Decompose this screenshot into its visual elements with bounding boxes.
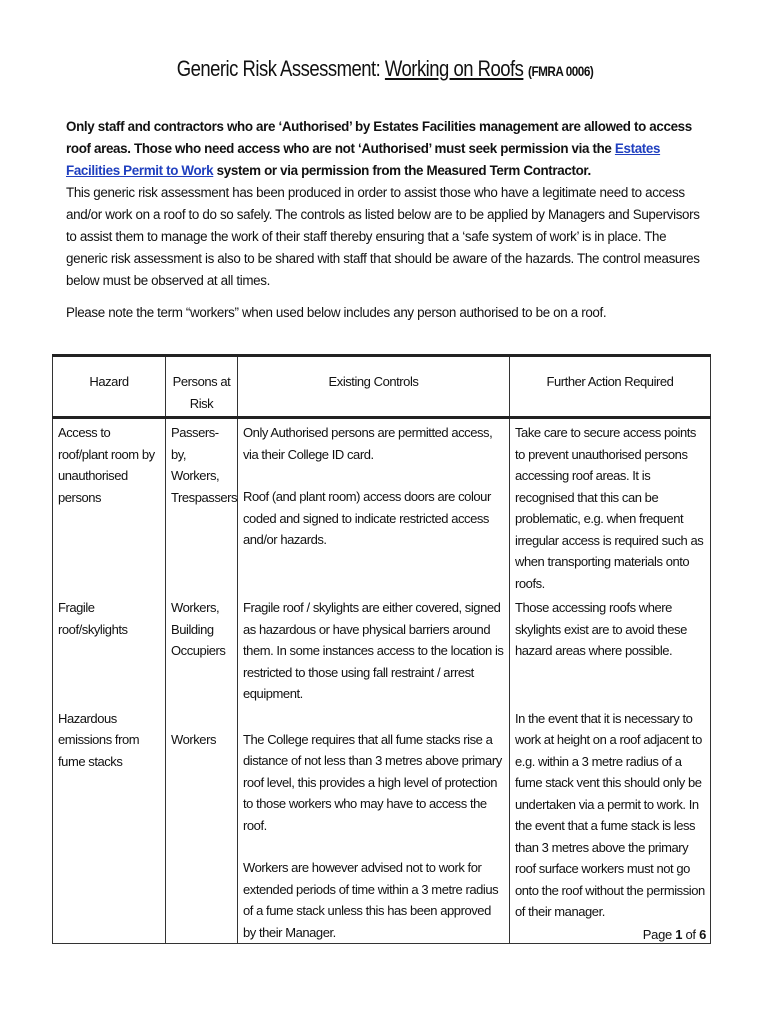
title-topic: Working on Roofs [384,56,524,81]
title-code: (FMRA 0006) [528,63,594,79]
authorisation-notice-text-2: system or via permission from the Measured Term Contractor. [213,163,591,178]
cell-further-action: Those accessing roofs where skylights exist are to avoid these hazard areas where possible. [510,594,711,705]
table-header-row [53,356,711,418]
intro-paragraph: This generic risk assessment has been produced in order to assist those who have a legitimate need to access and/or work on a roof to do so safely. The controls as listed below are to be applied by Managers and Supervisors to assist them to manage the work of their staff thereby ensuring that a ‘safe system of work’ is in place. The generic risk assessment is also to be shared with staff that should be aware of the hazards. The control measures below must be observed at all times. [66,185,700,288]
table-row [53,705,711,944]
cell-persons: Workers, Building Occupiers [166,594,238,705]
cell-further-action: Take care to secure access points to prevent unauthorised persons accessing roof areas. It is recognised that this can be problematic, e.g. when frequent irregular access is required such as when transporting materials onto roofs. [510,418,711,595]
cell-persons: Passers-by, Workers, Trespassers [166,418,238,595]
authorisation-notice-text-1: Only staff and contractors who are ‘Authorised’ by Estates Facilities management are allowed to access roof areas. Those who need access who are not ‘Authorised’ must seek permission via the [66,119,692,156]
cell-controls [238,705,510,944]
control-text: Workers are however advised not to work for extended periods of time within a 3 metre radius of a fume stack unless this has been approved by their Manager. [243,860,499,940]
risk-assessment-table [52,354,711,944]
control-text: Fragile roof / skylights are either covered, signed as hazardous or have physical barriers around them. In some instances access to the location is restricted to those using fall restraint / arrest equipment. [243,600,504,701]
control-text: Roof (and plant room) access doors are colour coded and signed to indicate restricted access and/or hazards. [243,489,491,547]
cell-hazard: Fragile roof/skylights [53,594,166,705]
cell-hazard: Access to roof/plant room by unauthorised persons [53,418,166,595]
header-further-action: Further Action Required [510,356,711,418]
header-hazard: Hazard [53,356,166,418]
page-of-label: of [682,927,700,942]
cell-controls [238,594,510,705]
title-prefix: Generic Risk Assessment: [176,56,385,81]
cell-further-action: In the event that it is necessary to work at height on a roof adjacent to e.g. within a 3 metre radius of a fume stack vent this should only be undertaken via a permit to work. In the event that a fume stack is less than 3 metres above the primary roof surface workers must not go onto the roof without the permission of their manager. [510,705,711,944]
cell-controls [238,418,510,595]
cell-persons [166,705,238,944]
persons-text: Workers [171,731,217,747]
page-number [643,927,706,942]
control-text: The College requires that all fume stacks rise a distance of not less than 3 metres above primary roof level, this provides a high level of protection to those workers who may have to access the roof. [243,731,502,833]
header-existing-controls: Existing Controls [238,356,510,418]
control-text: Only Authorised persons are permitted access, via their College ID card. [243,425,493,462]
page-total: 6 [699,927,706,942]
page-current: 1 [675,927,683,942]
workers-note: Please note the term “workers” when used below includes any person authorised to be on a roof. [66,305,607,320]
header-persons-at-risk: Persons at Risk [166,356,238,418]
table-row [53,594,711,705]
cell-hazard: Hazardous emissions from fume stacks [53,705,166,944]
page-title [62,56,709,82]
table-row [53,418,711,595]
page-label: Page [642,927,676,942]
permit-to-work-link[interactable]: Estates Facilities Permit to Work [66,141,661,178]
authorisation-notice [66,116,706,182]
